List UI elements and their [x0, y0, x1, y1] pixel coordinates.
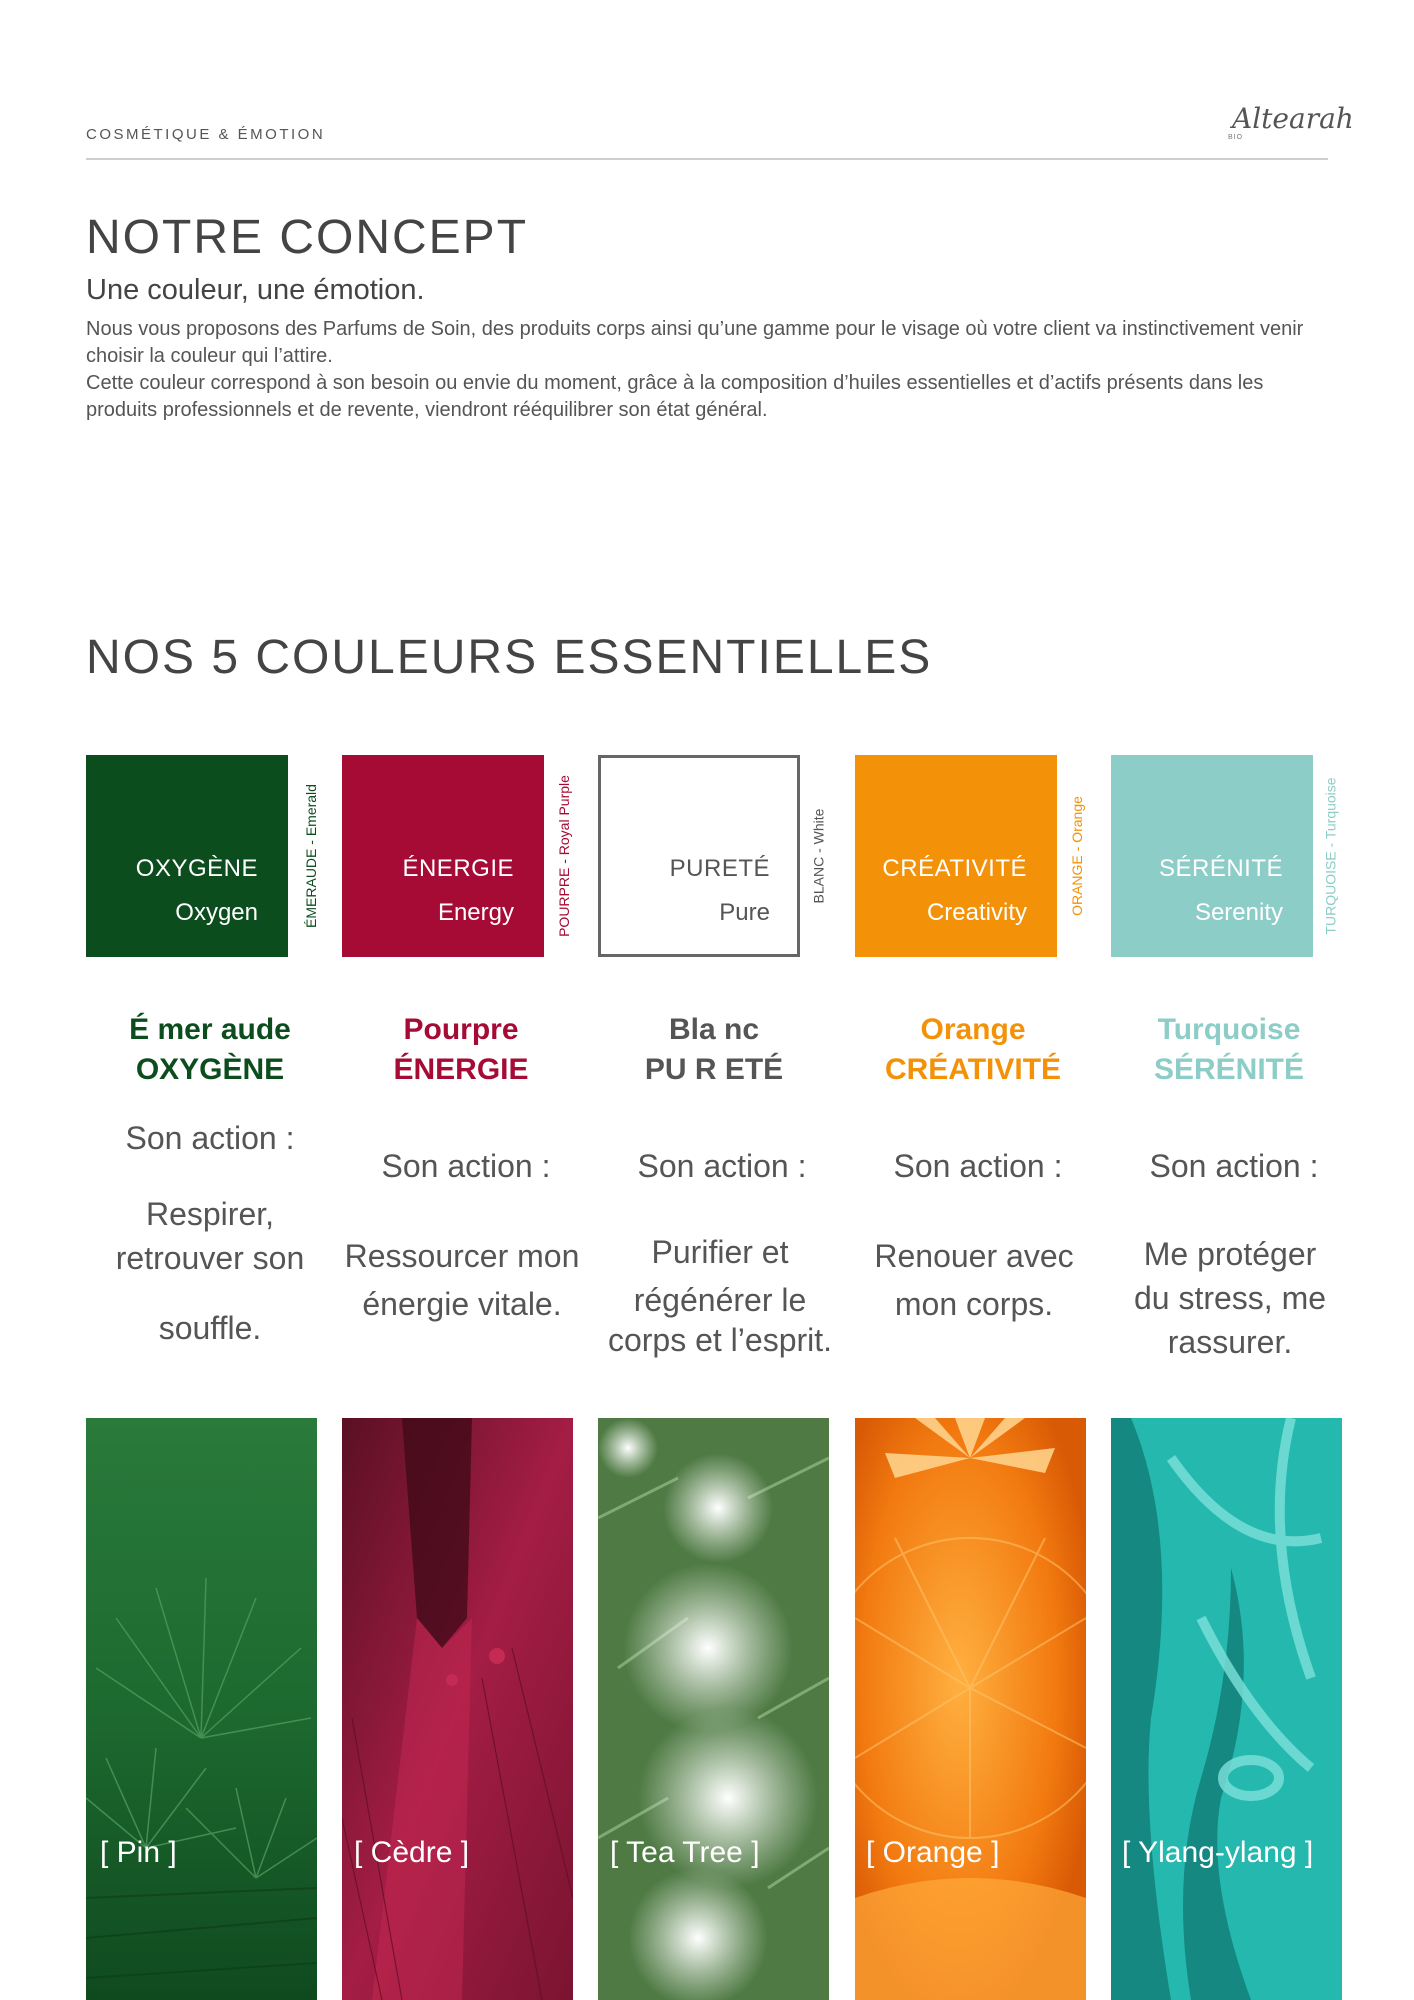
action-line: Purifier et — [651, 1234, 789, 1270]
swatch-label-en: Pure — [719, 899, 770, 926]
brand-logo — [1218, 98, 1354, 144]
photo-ylang-ylang — [1111, 1418, 1342, 2000]
color-heading-orange — [848, 1010, 1098, 1090]
swatch-side-label-orange — [1062, 755, 1092, 957]
swatch-side-label-royal-purple — [549, 755, 579, 957]
color-emotion: ÉNERGIE — [393, 1053, 529, 1086]
color-emotion: SÉRÉNITÉ — [1153, 1053, 1305, 1086]
action-line: régénérer le — [633, 1282, 807, 1318]
swatch-side-text: TURQUOISE - Turquoise — [1323, 777, 1339, 935]
photo-label-orange: [ Orange ] — [866, 1836, 1000, 1869]
action-text-royal-purple — [332, 1232, 592, 1328]
logo-text: Altearah — [1232, 102, 1354, 135]
concept-intro — [86, 316, 1331, 424]
swatch-label-en: Oxygen — [175, 899, 258, 926]
action-text-emerald — [80, 1192, 340, 1350]
concept-subtitle: Une couleur, une émotion. — [86, 274, 425, 306]
swatch-side-label-turquoise — [1316, 755, 1346, 957]
swatch-side-text: ÉMERAUDE - Emerald — [303, 784, 320, 928]
swatch-white — [598, 755, 800, 957]
swatch-side-label-emerald — [296, 755, 326, 957]
swatch-side-text: ORANGE - Orange — [1069, 796, 1086, 916]
action-line: Me protéger — [1143, 1236, 1317, 1272]
swatch-label-fr: ÉNERGIE — [402, 855, 514, 882]
action-label-orange: Son action : — [893, 1148, 1063, 1184]
action-line: Ressourcer mon — [344, 1238, 580, 1274]
action-line: Respirer, — [145, 1196, 275, 1232]
photo-label-cedar: [ Cèdre ] — [354, 1836, 470, 1869]
logo-sub: BIO — [1228, 134, 1244, 141]
action-label-royal-purple: Son action : — [381, 1148, 551, 1184]
action-label-turquoise: Son action : — [1149, 1148, 1319, 1184]
color-name: Orange — [920, 1013, 1026, 1046]
color-name: Bla nc — [668, 1013, 760, 1046]
action-line: retrouver son — [115, 1240, 305, 1276]
swatch-royal-purple — [342, 755, 544, 957]
action-text-white — [590, 1232, 850, 1360]
swatch-side-text: BLANC - White — [810, 808, 827, 904]
photo-cedar — [342, 1418, 573, 2000]
concept-paragraph-1: Nous vous proposons des Parfums de Soin, des produits corps ainsi qu’une gamme pour le visage où votre client va instinctivement venir choisir la couleur qui l’attire. — [86, 318, 1304, 367]
action-line: mon corps. — [894, 1286, 1054, 1322]
swatch-label-fr: PURETÉ — [669, 855, 770, 882]
color-name: Pourpre — [403, 1013, 519, 1046]
swatch-label-fr: OXYGÈNE — [135, 855, 258, 882]
color-emotion: OXYGÈNE — [135, 1053, 285, 1086]
concept-paragraph-2: Cette couleur correspond à son besoin ou envie du moment, grâce à la composition d’huiles essentielles et d’actifs présents dans les produits professionnels et de revente, viendront rééquilibrer son état général. — [86, 372, 1264, 421]
swatch-label-fr: SÉRÉNITÉ — [1158, 855, 1283, 882]
photo-pine — [86, 1418, 317, 2000]
action-label-white: Son action : — [637, 1148, 807, 1184]
color-heading-white — [589, 1010, 839, 1090]
action-line: rassurer. — [1167, 1324, 1293, 1360]
header-label: COSMÉTIQUE & ÉMOTION — [86, 126, 326, 143]
photo-orange — [855, 1418, 1086, 2000]
swatch-turquoise — [1111, 755, 1313, 957]
color-name: É mer aude — [129, 1013, 291, 1046]
colors-section-title: NOS 5 COULEURS ESSENTIELLES — [86, 631, 933, 684]
swatch-label-en: Creativity — [926, 899, 1027, 926]
swatch-label-en: Energy — [437, 899, 514, 926]
header-divider — [86, 158, 1328, 160]
concept-title: NOTRE CONCEPT — [86, 211, 529, 264]
action-line: Renouer avec — [874, 1238, 1074, 1274]
action-line: du stress, me — [1133, 1280, 1327, 1316]
swatch-side-label-white — [803, 755, 833, 957]
action-text-orange — [844, 1232, 1104, 1328]
color-emotion: PU R ETÉ — [644, 1053, 784, 1086]
color-name: Turquoise — [1157, 1013, 1301, 1046]
photo-label-pine: [ Pin ] — [100, 1836, 177, 1869]
action-line: énergie vitale. — [362, 1286, 562, 1322]
photo-tea-tree — [598, 1418, 829, 2000]
swatch-label-fr: CRÉATIVITÉ — [882, 855, 1027, 882]
color-heading-emerald — [85, 1010, 335, 1090]
action-line: corps et l’esprit. — [607, 1322, 833, 1358]
color-heading-turquoise — [1104, 1010, 1354, 1090]
photo-label-tea-tree: [ Tea Tree ] — [610, 1836, 760, 1869]
swatch-label-en: Serenity — [1194, 899, 1283, 926]
swatch-side-text: POURPRE - Royal Purple — [556, 775, 573, 937]
color-heading-royal-purple — [336, 1010, 586, 1090]
swatch-emerald — [86, 755, 288, 957]
photo-label-ylang-ylang: [ Ylang-ylang ] — [1122, 1836, 1314, 1869]
action-line: souffle. — [158, 1310, 262, 1346]
action-text-turquoise — [1100, 1232, 1360, 1364]
action-label-emerald: Son action : — [125, 1120, 295, 1156]
color-emotion: CRÉATIVITÉ — [884, 1053, 1062, 1086]
swatch-orange — [855, 755, 1057, 957]
